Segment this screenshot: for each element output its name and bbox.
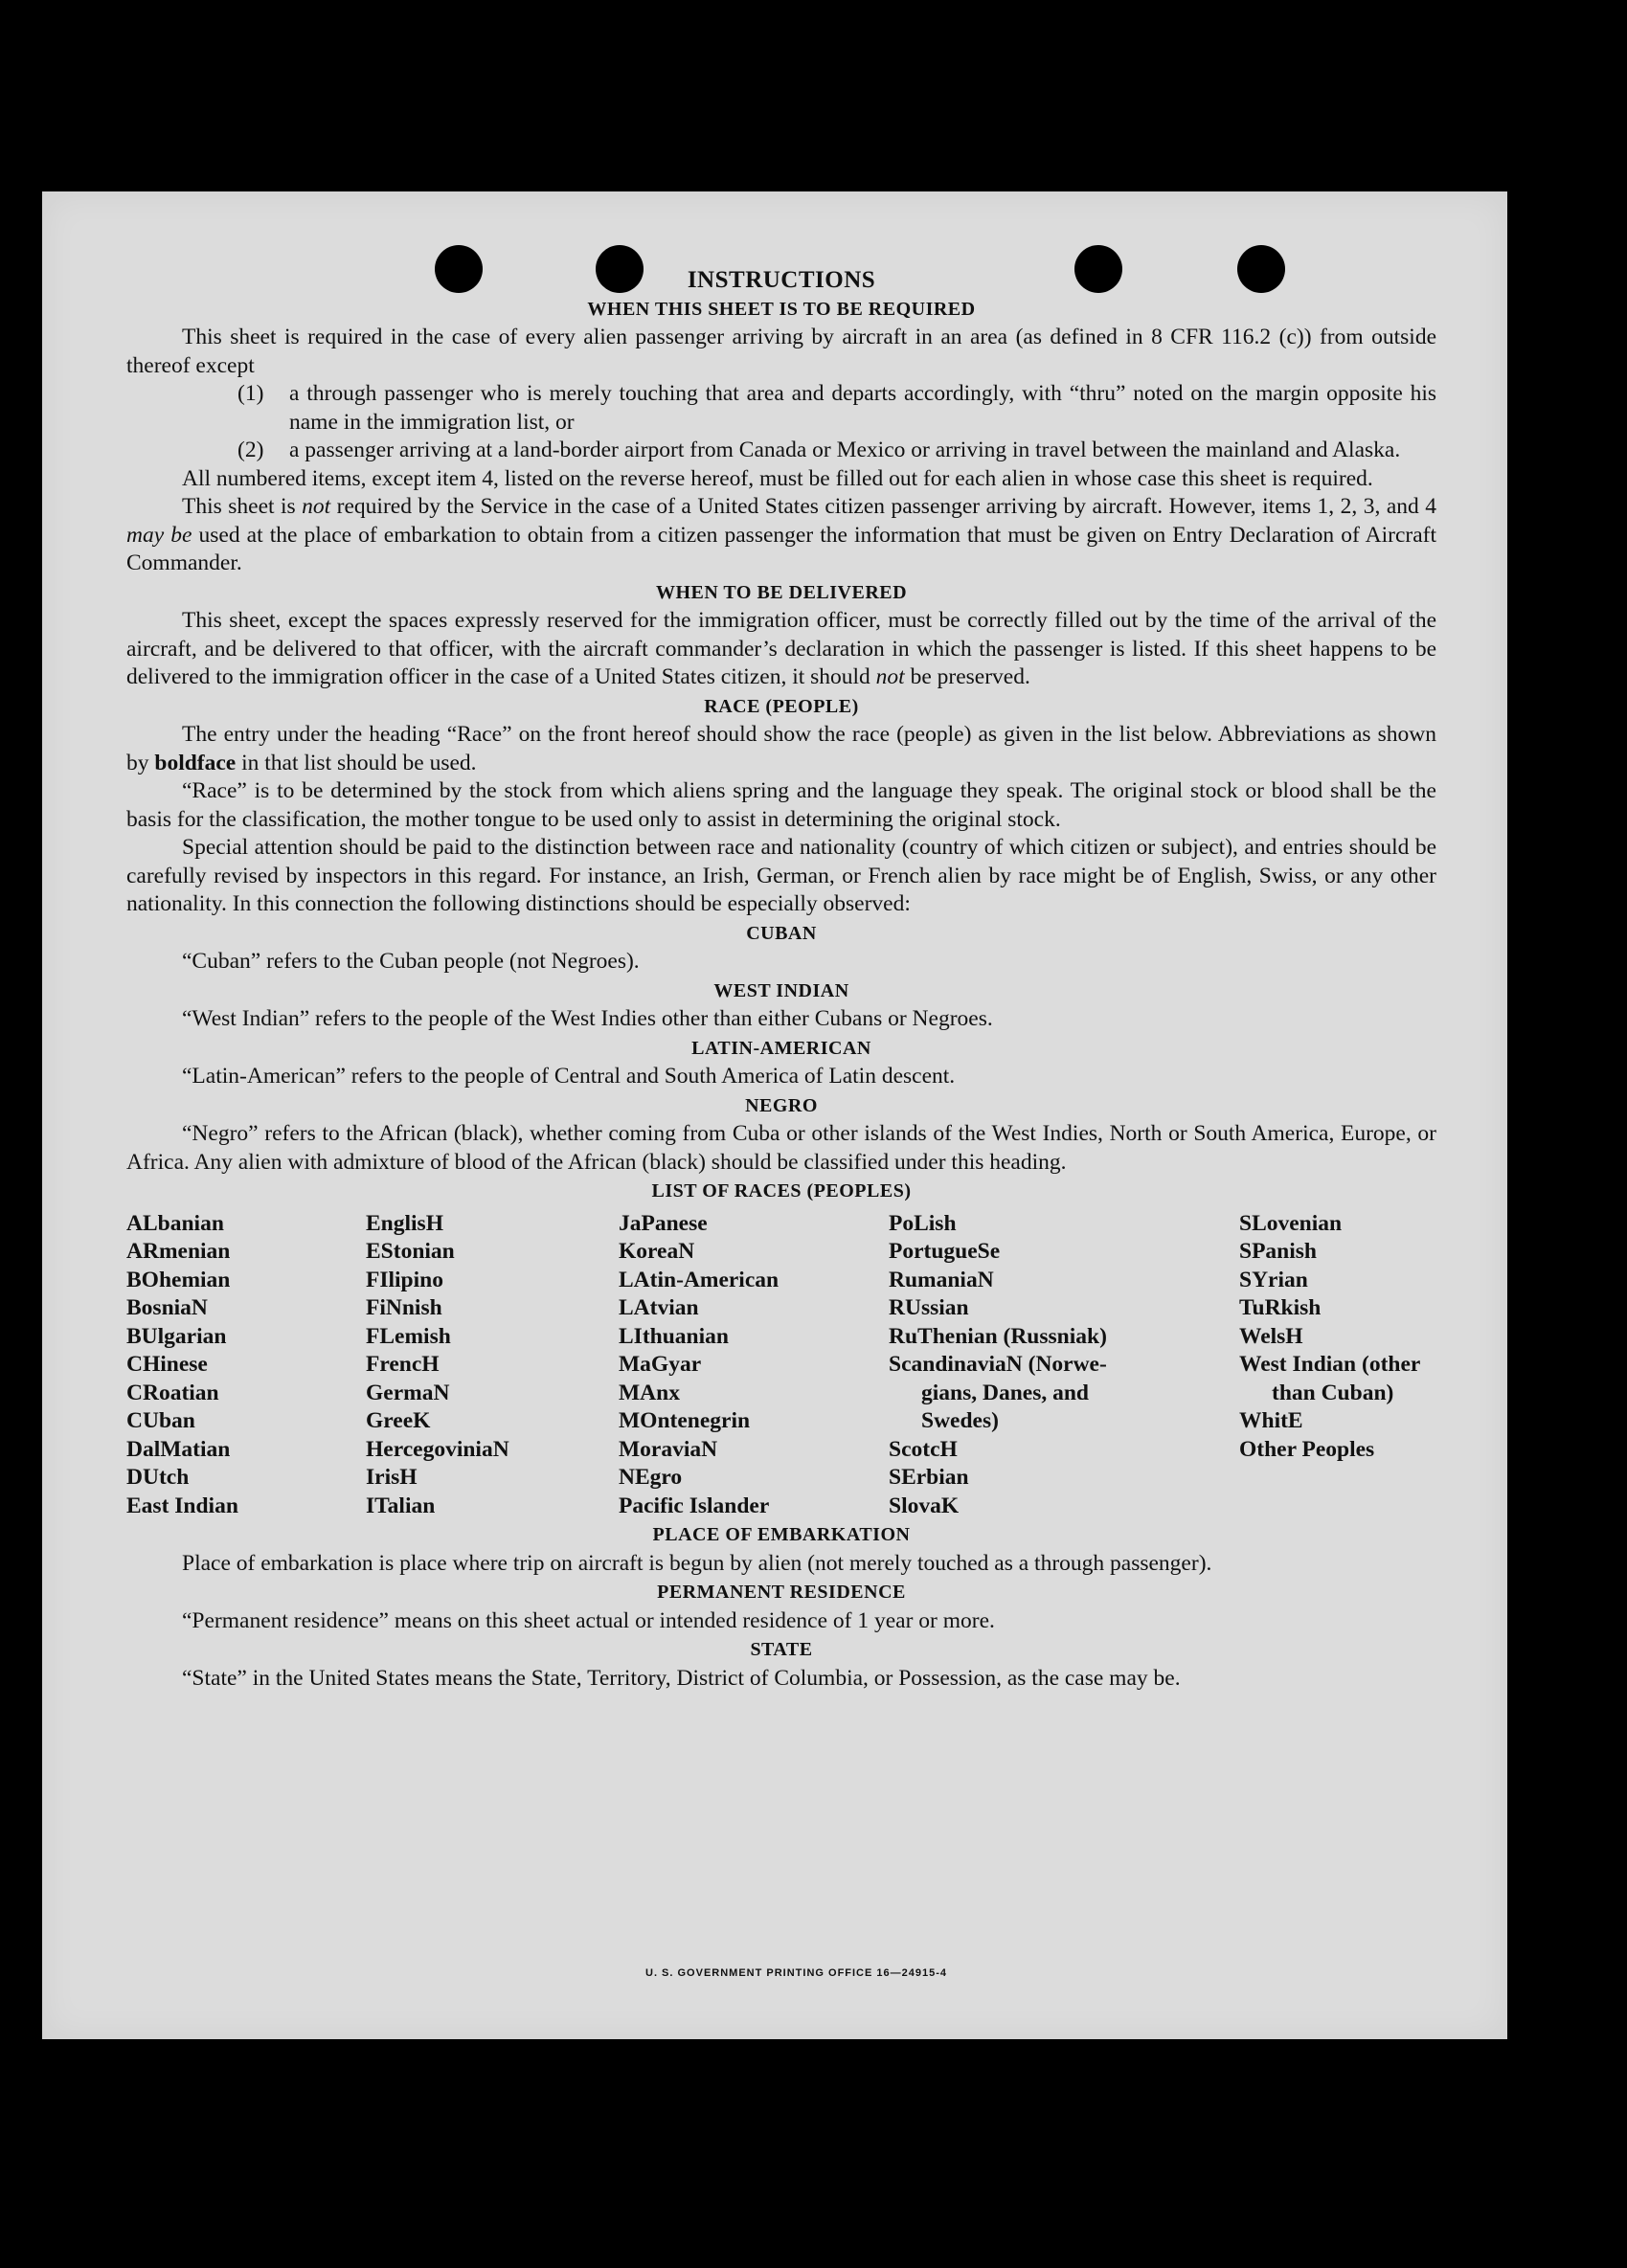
- instructions-body: [126, 266, 1436, 1693]
- race-item: PortugueSe: [889, 1239, 1001, 1264]
- race-item: DUtch: [126, 1465, 190, 1490]
- bold-run: boldface: [154, 750, 237, 775]
- paragraph: Place of embarkation is place where trip on aircraft is begun by alien (not merely touched as a through passenger).: [182, 1550, 1212, 1576]
- races-heading: LIST OF RACES (PEOPLES): [651, 1180, 912, 1201]
- race-item: CHinese: [126, 1352, 208, 1377]
- race-item: Other Peoples: [1239, 1436, 1375, 1462]
- section-heading: STATE: [750, 1639, 813, 1660]
- race-item: EnglisH: [366, 1210, 443, 1236]
- text-run: required by the Service in the case of a United States citizen passenger arriving by aircraft. However, items 1, 2, 3, and 4: [330, 494, 1436, 519]
- paragraph: “Cuban” refers to the Cuban people (not Negroes).: [182, 949, 640, 974]
- paragraph: “State” in the United States means the State, Territory, District of Columbia, or Possession, as the case may be.: [182, 1665, 1181, 1691]
- race-item: SYrian: [1239, 1267, 1308, 1292]
- race-item: KoreaN: [619, 1239, 695, 1264]
- race-item: MAnx: [619, 1380, 680, 1405]
- race-item: PoLish: [889, 1210, 957, 1236]
- race-item: Swedes): [921, 1408, 999, 1433]
- item-text: a through passenger who is merely touching that area and departs accordingly, with “thru” noted on the margin opposite his name in the immigration list, or: [289, 381, 1436, 435]
- paragraph: Special attention should be paid to the distinction between race and nationality (country of which citizen or subject), and entries should be carefully revised by inspectors in this regard. For instance, an Irish, German, or French alien by race might be of English, Swiss, or any other nationality. In this connection the following distinctions should be especially observed:: [126, 835, 1436, 916]
- race-item: BOhemian: [126, 1267, 231, 1292]
- italic-run: not: [875, 664, 905, 689]
- race-item: MaGyar: [619, 1352, 702, 1377]
- race-item: HercegoviniaN: [366, 1436, 509, 1462]
- item-number: (2): [237, 438, 264, 462]
- race-item: WelsH: [1239, 1323, 1303, 1349]
- paragraph: This sheet is required in the case of every alien passenger arriving by aircraft in an area (as defined in 8 CFR 116.2 (c)) from outside thereof except: [126, 325, 1436, 378]
- race-item: TuRkish: [1239, 1295, 1322, 1320]
- race-item: ITalian: [366, 1493, 436, 1518]
- race-item: LIthuanian: [619, 1323, 729, 1349]
- page-title: INSTRUCTIONS: [687, 267, 876, 293]
- paragraph: “Race” is to be determined by the stock from which aliens spring and the language they speak. The original stock or blood shall be the basis for the classification, the mother tongue to be used only to assist in determining the original stock.: [126, 778, 1436, 832]
- paragraph: “Permanent residence” means on this sheet actual or intended residence of 1 year or more.: [182, 1607, 995, 1633]
- race-item: gians, Danes, and: [921, 1380, 1089, 1405]
- race-item: than Cuban): [1272, 1380, 1394, 1405]
- paragraph: All numbered items, except item 4, listed on the reverse hereof, must be filled out for each alien in whose case this sheet is required.: [182, 465, 1373, 491]
- race-item: LAtvian: [619, 1295, 699, 1320]
- paragraph: [126, 721, 1436, 777]
- race-item: JaPanese: [619, 1210, 708, 1236]
- paragraph: “West Indian” refers to the people of the West Indies other than either Cubans or Negroes.: [182, 1006, 993, 1031]
- race-item: LAtin-American: [619, 1267, 780, 1292]
- races-column: [889, 1210, 1239, 1521]
- races-column: [1239, 1210, 1436, 1521]
- section-heading: PLACE OF EMBARKATION: [652, 1524, 911, 1545]
- race-item: RUssian: [889, 1295, 969, 1320]
- italic-run: not: [302, 494, 331, 519]
- text-run: used at the place of embarkation to obtain from a citizen passenger the information that must be given on Entry Declaration of Aircraft Commander.: [126, 522, 1436, 575]
- race-item: SLovenian: [1239, 1210, 1343, 1236]
- race-item: RumaniaN: [889, 1267, 994, 1292]
- paragraph: “Negro” refers to the African (black), whether coming from Cuba or other islands of the West Indies, North or South America, Europe, or Africa. Any alien with admixture of blood of the African (black) should be classified under this heading.: [126, 1121, 1436, 1175]
- section-heading: WHEN THIS SHEET IS TO BE REQUIRED: [587, 298, 976, 320]
- section-heading: WHEN TO BE DELIVERED: [655, 581, 908, 603]
- race-item: SErbian: [889, 1465, 969, 1490]
- race-item: FIlipino: [366, 1267, 443, 1292]
- race-item: BUlgarian: [126, 1323, 227, 1349]
- races-list: [126, 1210, 1436, 1521]
- race-item: FrencH: [366, 1352, 440, 1377]
- subsection-heading: WEST INDIAN: [713, 979, 849, 1001]
- race-item: FiNnish: [366, 1295, 442, 1320]
- race-item: IrisH: [366, 1465, 418, 1490]
- race-item: NEgro: [619, 1465, 683, 1490]
- race-item: ALbanian: [126, 1210, 224, 1236]
- text-run: The entry under the heading “Race” on the front hereof should show the race (people) as given in the list below. Abbreviations as shown by: [126, 722, 1436, 775]
- race-item: ARmenian: [126, 1239, 231, 1264]
- races-column: [619, 1210, 889, 1521]
- race-item: RuThenian (Russniak): [889, 1323, 1107, 1349]
- race-item: EStonian: [366, 1239, 455, 1264]
- race-item: GreeK: [366, 1408, 431, 1433]
- paragraph: [126, 607, 1436, 692]
- race-item: CUban: [126, 1408, 195, 1433]
- race-item: ScotcH: [889, 1436, 958, 1462]
- race-item: FLemish: [366, 1323, 451, 1349]
- text-run: in that list should be used.: [236, 750, 477, 775]
- text-run: This sheet, except the spaces expressly reserved for the immigration officer, must be correctly filled out by the time of the arrival of the aircraft, and be delivered to that officer, with the aircraft commander’s declaration in which the passenger is listed. If this sheet happens to be delivered to the immigration officer in the case of a United States citizen, it should: [126, 608, 1436, 689]
- race-item: WhitE: [1239, 1408, 1303, 1433]
- race-item: DalMatian: [126, 1436, 231, 1462]
- list-item: [126, 380, 1436, 437]
- race-item: East Indian: [126, 1493, 238, 1518]
- race-item: MOntenegrin: [619, 1408, 751, 1433]
- paragraph: [126, 493, 1436, 578]
- paragraph: “Latin-American” refers to the people of Central and South America of Latin descent.: [182, 1064, 956, 1089]
- race-item: SPanish: [1239, 1239, 1317, 1264]
- document-sheet: [42, 191, 1507, 2039]
- race-item: ScandinaviaN (Norwe-: [889, 1352, 1107, 1377]
- item-number: (1): [237, 381, 264, 406]
- text-run: be preserved.: [904, 664, 1030, 689]
- section-heading: PERMANENT RESIDENCE: [657, 1582, 906, 1603]
- race-item: GermaN: [366, 1380, 450, 1405]
- subsection-heading: LATIN-AMERICAN: [691, 1037, 871, 1059]
- item-text: a passenger arriving at a land-border airport from Canada or Mexico or arriving in travel between the mainland and Alaska.: [289, 438, 1401, 462]
- race-item: Pacific Islander: [619, 1493, 770, 1518]
- race-item: CRoatian: [126, 1380, 219, 1405]
- races-column: [126, 1210, 366, 1521]
- list-item: [126, 437, 1436, 465]
- race-item: SlovaK: [889, 1493, 960, 1518]
- printer-imprint: U. S. GOVERNMENT PRINTING OFFICE 16—24915-4: [645, 1967, 948, 1979]
- italic-run: may be: [126, 522, 192, 548]
- section-heading: RACE (PEOPLE): [704, 695, 859, 717]
- text-run: This sheet is: [182, 494, 303, 519]
- race-item: West Indian (other: [1239, 1352, 1421, 1377]
- race-item: MoraviaN: [619, 1436, 718, 1462]
- subsection-heading: CUBAN: [746, 922, 817, 944]
- race-item: BosniaN: [126, 1295, 208, 1320]
- races-column: [366, 1210, 619, 1521]
- subsection-heading: NEGRO: [745, 1094, 818, 1116]
